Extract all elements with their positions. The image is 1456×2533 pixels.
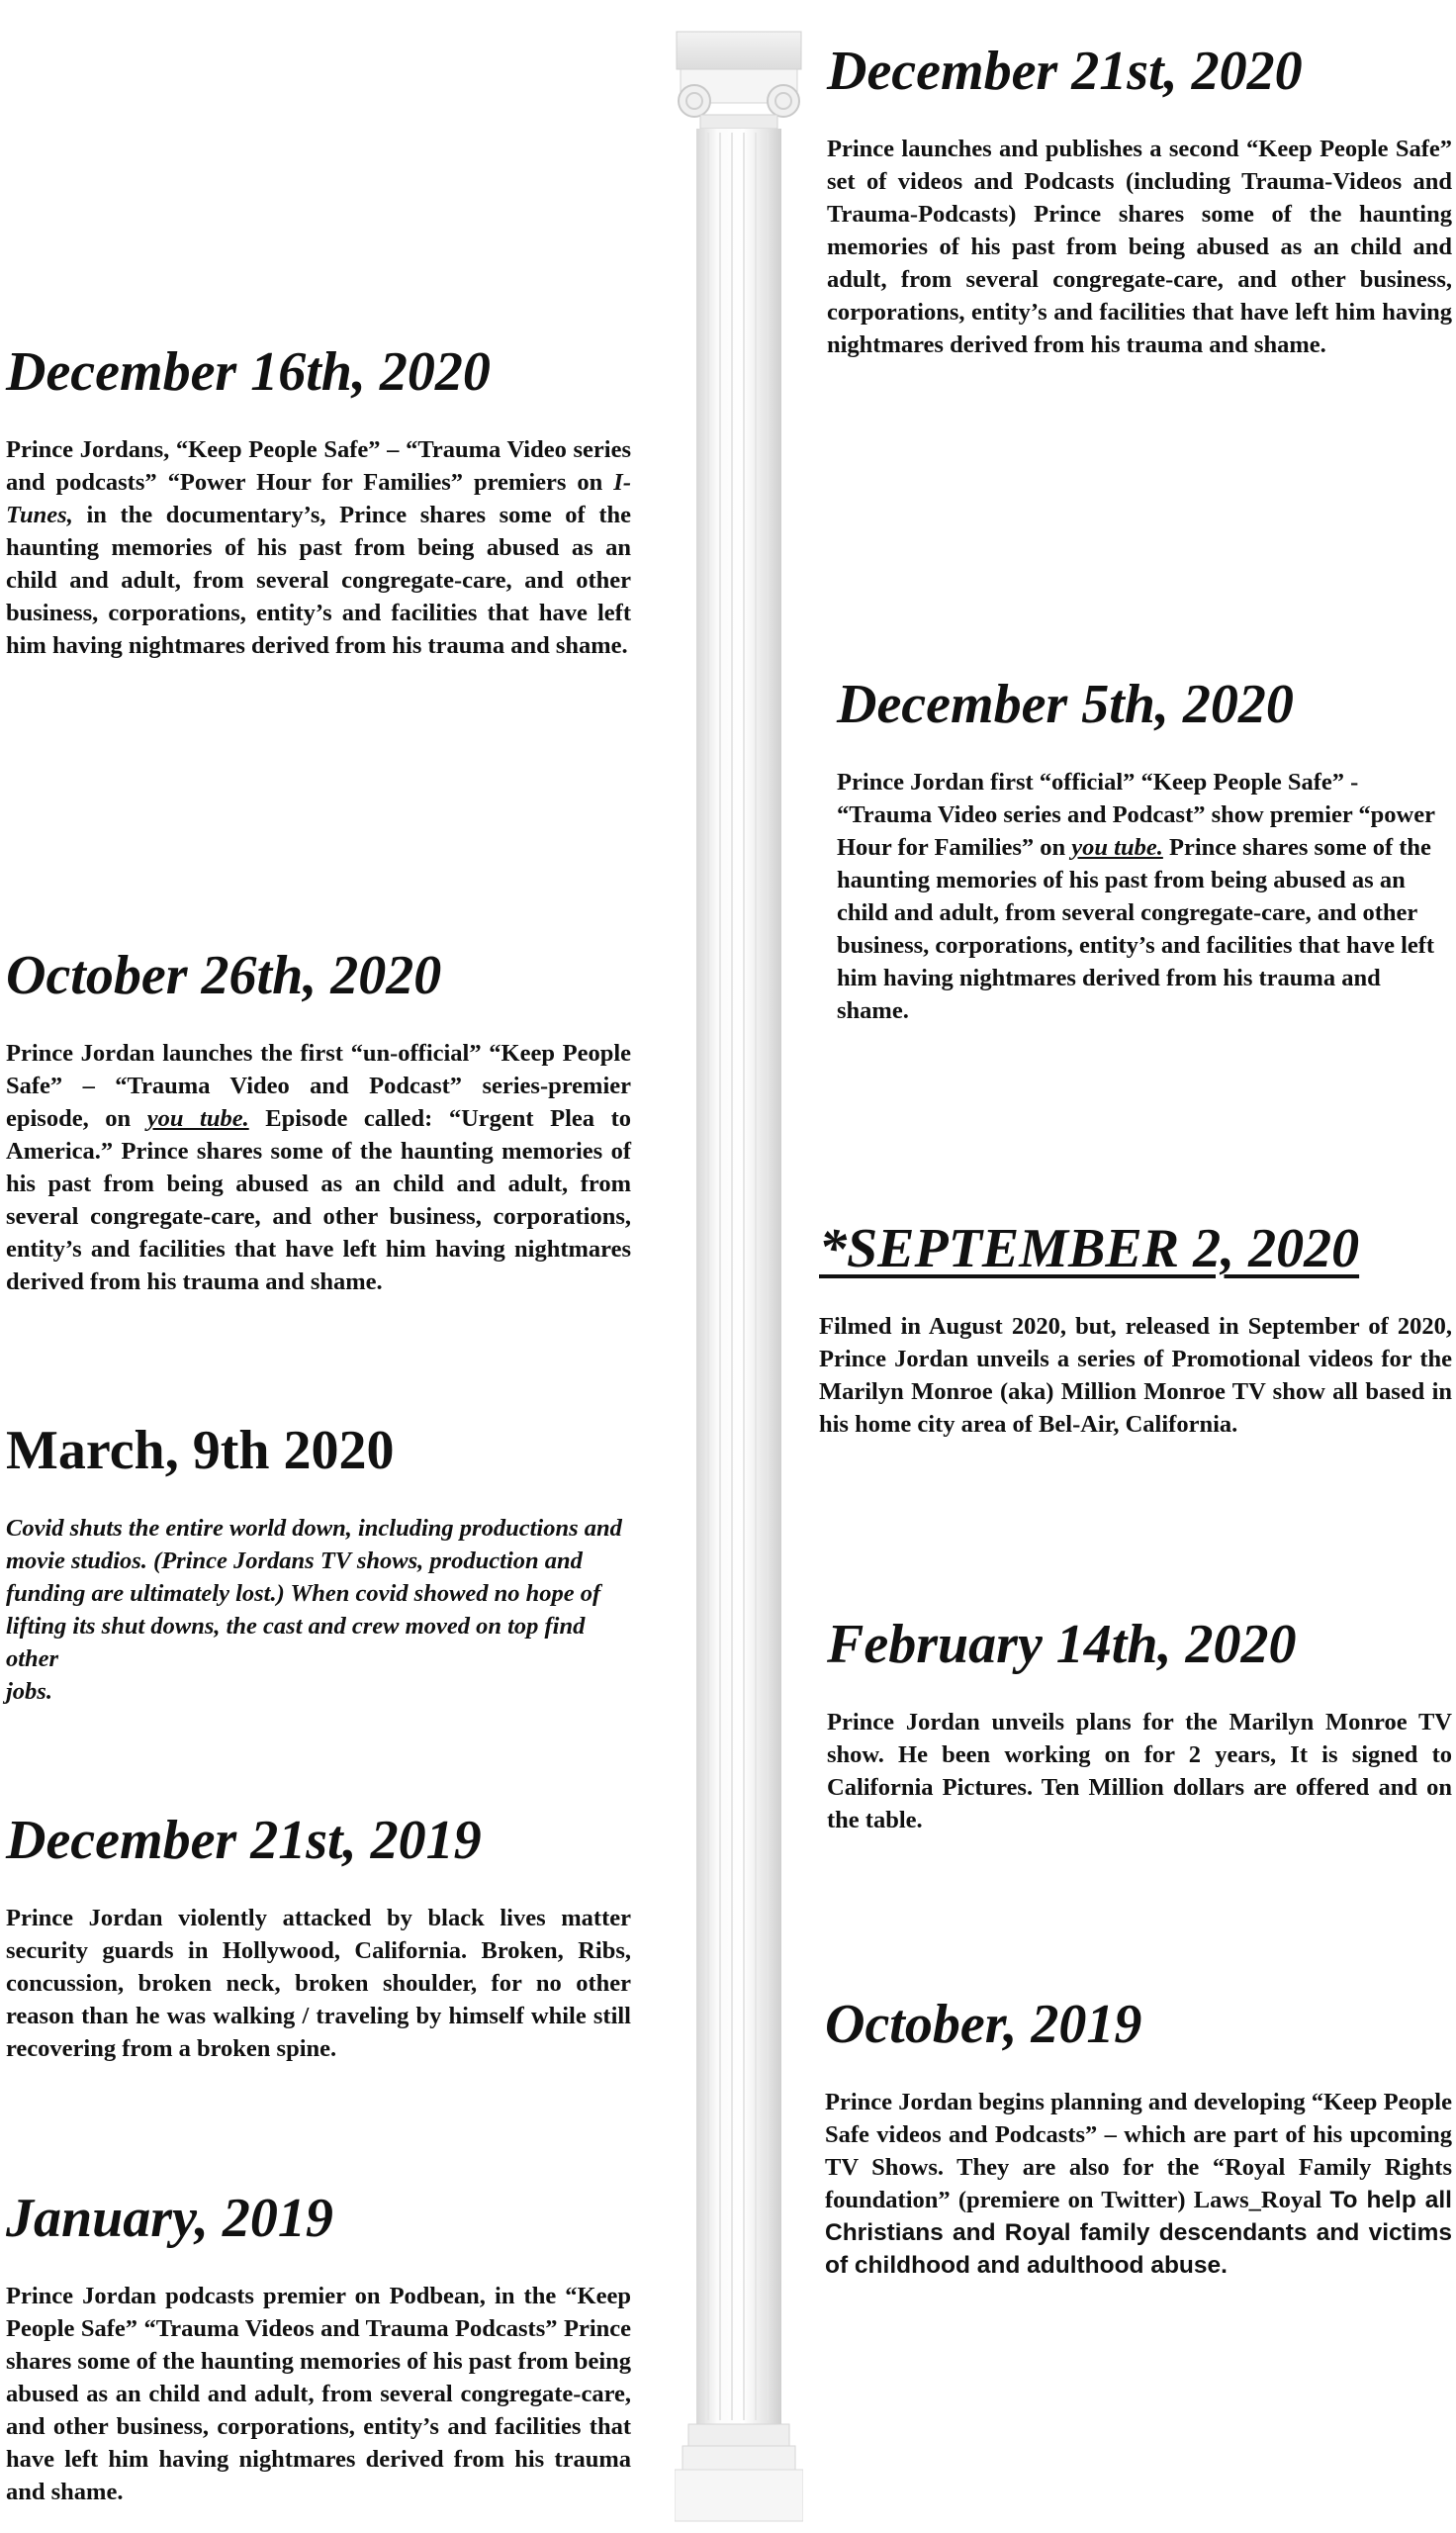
entry-date: January, 2019 (6, 2188, 333, 2249)
entry-text (837, 766, 1452, 1027)
entry-text (825, 2086, 1452, 2282)
entry-dec-21-2019 (6, 1809, 631, 2065)
entry-text-part: Episode called: “Urgent Plea to America.” Prince shares some of the haunting memories of his past from being abused as an child and adult, from several congregate-care, and other business, corporations, entity’s and facilities that have left him having nightmares derived from his trauma and shame. (6, 1105, 631, 1295)
entry-text: Prince launches and publishes a second “Keep People Safe” set of videos and Podcasts (including Trauma-Videos and Trauma-Podcasts) Prince shares some of the haunting memories of his past from being abused as an child and adult, from several congregate-care, and other business, corporations, entity’s and facilities that have left him having nightmares derived from his trauma and shame. (827, 136, 1452, 358)
entry-text-part: Prince Jordans, “Keep People Safe” – “Trauma Video series and podcasts” “Power Hour for Families” premiers on (6, 436, 631, 496)
entry-text: Prince Jordan violently attacked by black lives matter security guards in Hollywood, California. Broken, Ribs, concussion, broken neck, broken shoulder, for no other reason than he was walking / traveling by himself while still recovering from a broken spine. (6, 1905, 631, 2062)
entry-text-part: in the documentary’s, Prince shares some of the haunting memories of his past from being abused as an child and adult, from several congregate-care, and other business, corporations, entity’s and facilities that have left him having nightmares derived from his trauma and shame. (6, 502, 631, 659)
entry-text: Prince Jordan unveils plans for the Marilyn Monroe TV show. He been working on for 2 years, It is signed to California Pictures. Ten Million dollars are offered and on the table. (827, 1709, 1452, 1833)
entry-dec-5-2020 (837, 673, 1452, 1027)
entry-date: February 14th, 2020 (827, 1614, 1297, 1675)
entry-date: *SEPTEMBER 2, 2020 (819, 1218, 1360, 1279)
entry-dec-16-2020 (6, 340, 631, 662)
youtube-link[interactable]: you tube. (146, 1105, 249, 1132)
entry-date: October, 2019 (825, 1994, 1142, 2055)
entry-feb-14-2020 (827, 1613, 1452, 1836)
entry-text (6, 433, 631, 662)
entry-oct-2019 (825, 1993, 1452, 2282)
entry-text-part: jobs. (6, 1678, 52, 1705)
entry-oct-26-2020 (6, 944, 631, 1298)
entry-text-part: Covid shuts the entire world down, including productions and movie studios. (Prince Jordans TV shows, production and funding are ultimately lost.) When covid showed no hope of lifting its shut downs, the cast and crew moved on top find other (6, 1515, 622, 1672)
entry-text-part: Prince shares some of the haunting memories of his past from being abused as an child and adult, from several congregate-care, and other business, corporations, entity’s and facilities that have left him having nightmares derived from his trauma and shame. (837, 834, 1435, 1024)
entry-text-part: To help all Christians and Royal family descendants and victims of childhood and adulthood abuse. (825, 2187, 1452, 2279)
entry-text (6, 1037, 631, 1298)
entry-date: March, 9th 2020 (6, 1420, 395, 1481)
entry-date: December 5th, 2020 (837, 674, 1294, 735)
entry-date: December 21st, 2020 (827, 41, 1303, 102)
youtube-link[interactable]: you tube. (1071, 834, 1163, 861)
itunes-text: I-Tunes, (6, 469, 631, 528)
entry-text: Prince Jordan podcasts premier on Podbean, in the “Keep People Safe” “Trauma Videos and Trauma Podcasts” Prince shares some of the haunting memories of his past from being abused as an child and adult, from several congregate-care, and other business, corporations, entity’s and facilities that have left him having nightmares derived from his trauma and shame. (6, 2283, 632, 2505)
entry-text-part: Prince Jordan launches the first “un-official” “Keep People Safe” – “Trauma Video and Podcast” series-premier episode, on (6, 1040, 631, 1132)
entry-jan-2019 (6, 2187, 631, 2508)
ionic-column-image (675, 30, 803, 2523)
entry-date: December 21st, 2019 (6, 1810, 482, 1871)
entry-date: October 26th, 2020 (6, 945, 442, 1006)
entry-date: December 16th, 2020 (6, 341, 491, 403)
entry-text-part: Prince Jordan first “official” “Keep People Safe” - “Trauma Video series and Podcast” show premier “power Hour for Families” on (837, 769, 1435, 861)
entry-sep-2-2020 (819, 1217, 1452, 1441)
entry-text (6, 1512, 639, 1708)
entry-text: Filmed in August 2020, but, released in September of 2020, Prince Jordan unveils a series of Promotional videos for the Marilyn Monroe (aka) Million Monroe TV show all based in his home city area of Bel-Air, California. (819, 1313, 1452, 1438)
entry-mar-9-2020 (6, 1419, 639, 1708)
entry-text-part: Prince Jordan begins planning and developing “Keep People Safe videos and Podcasts” – which are part of his upcoming TV Shows. They are also for the “Royal Family Rights foundation” (premiere on Twitter) Laws_Royal (825, 2089, 1452, 2213)
entry-dec-21-2020 (827, 40, 1452, 361)
